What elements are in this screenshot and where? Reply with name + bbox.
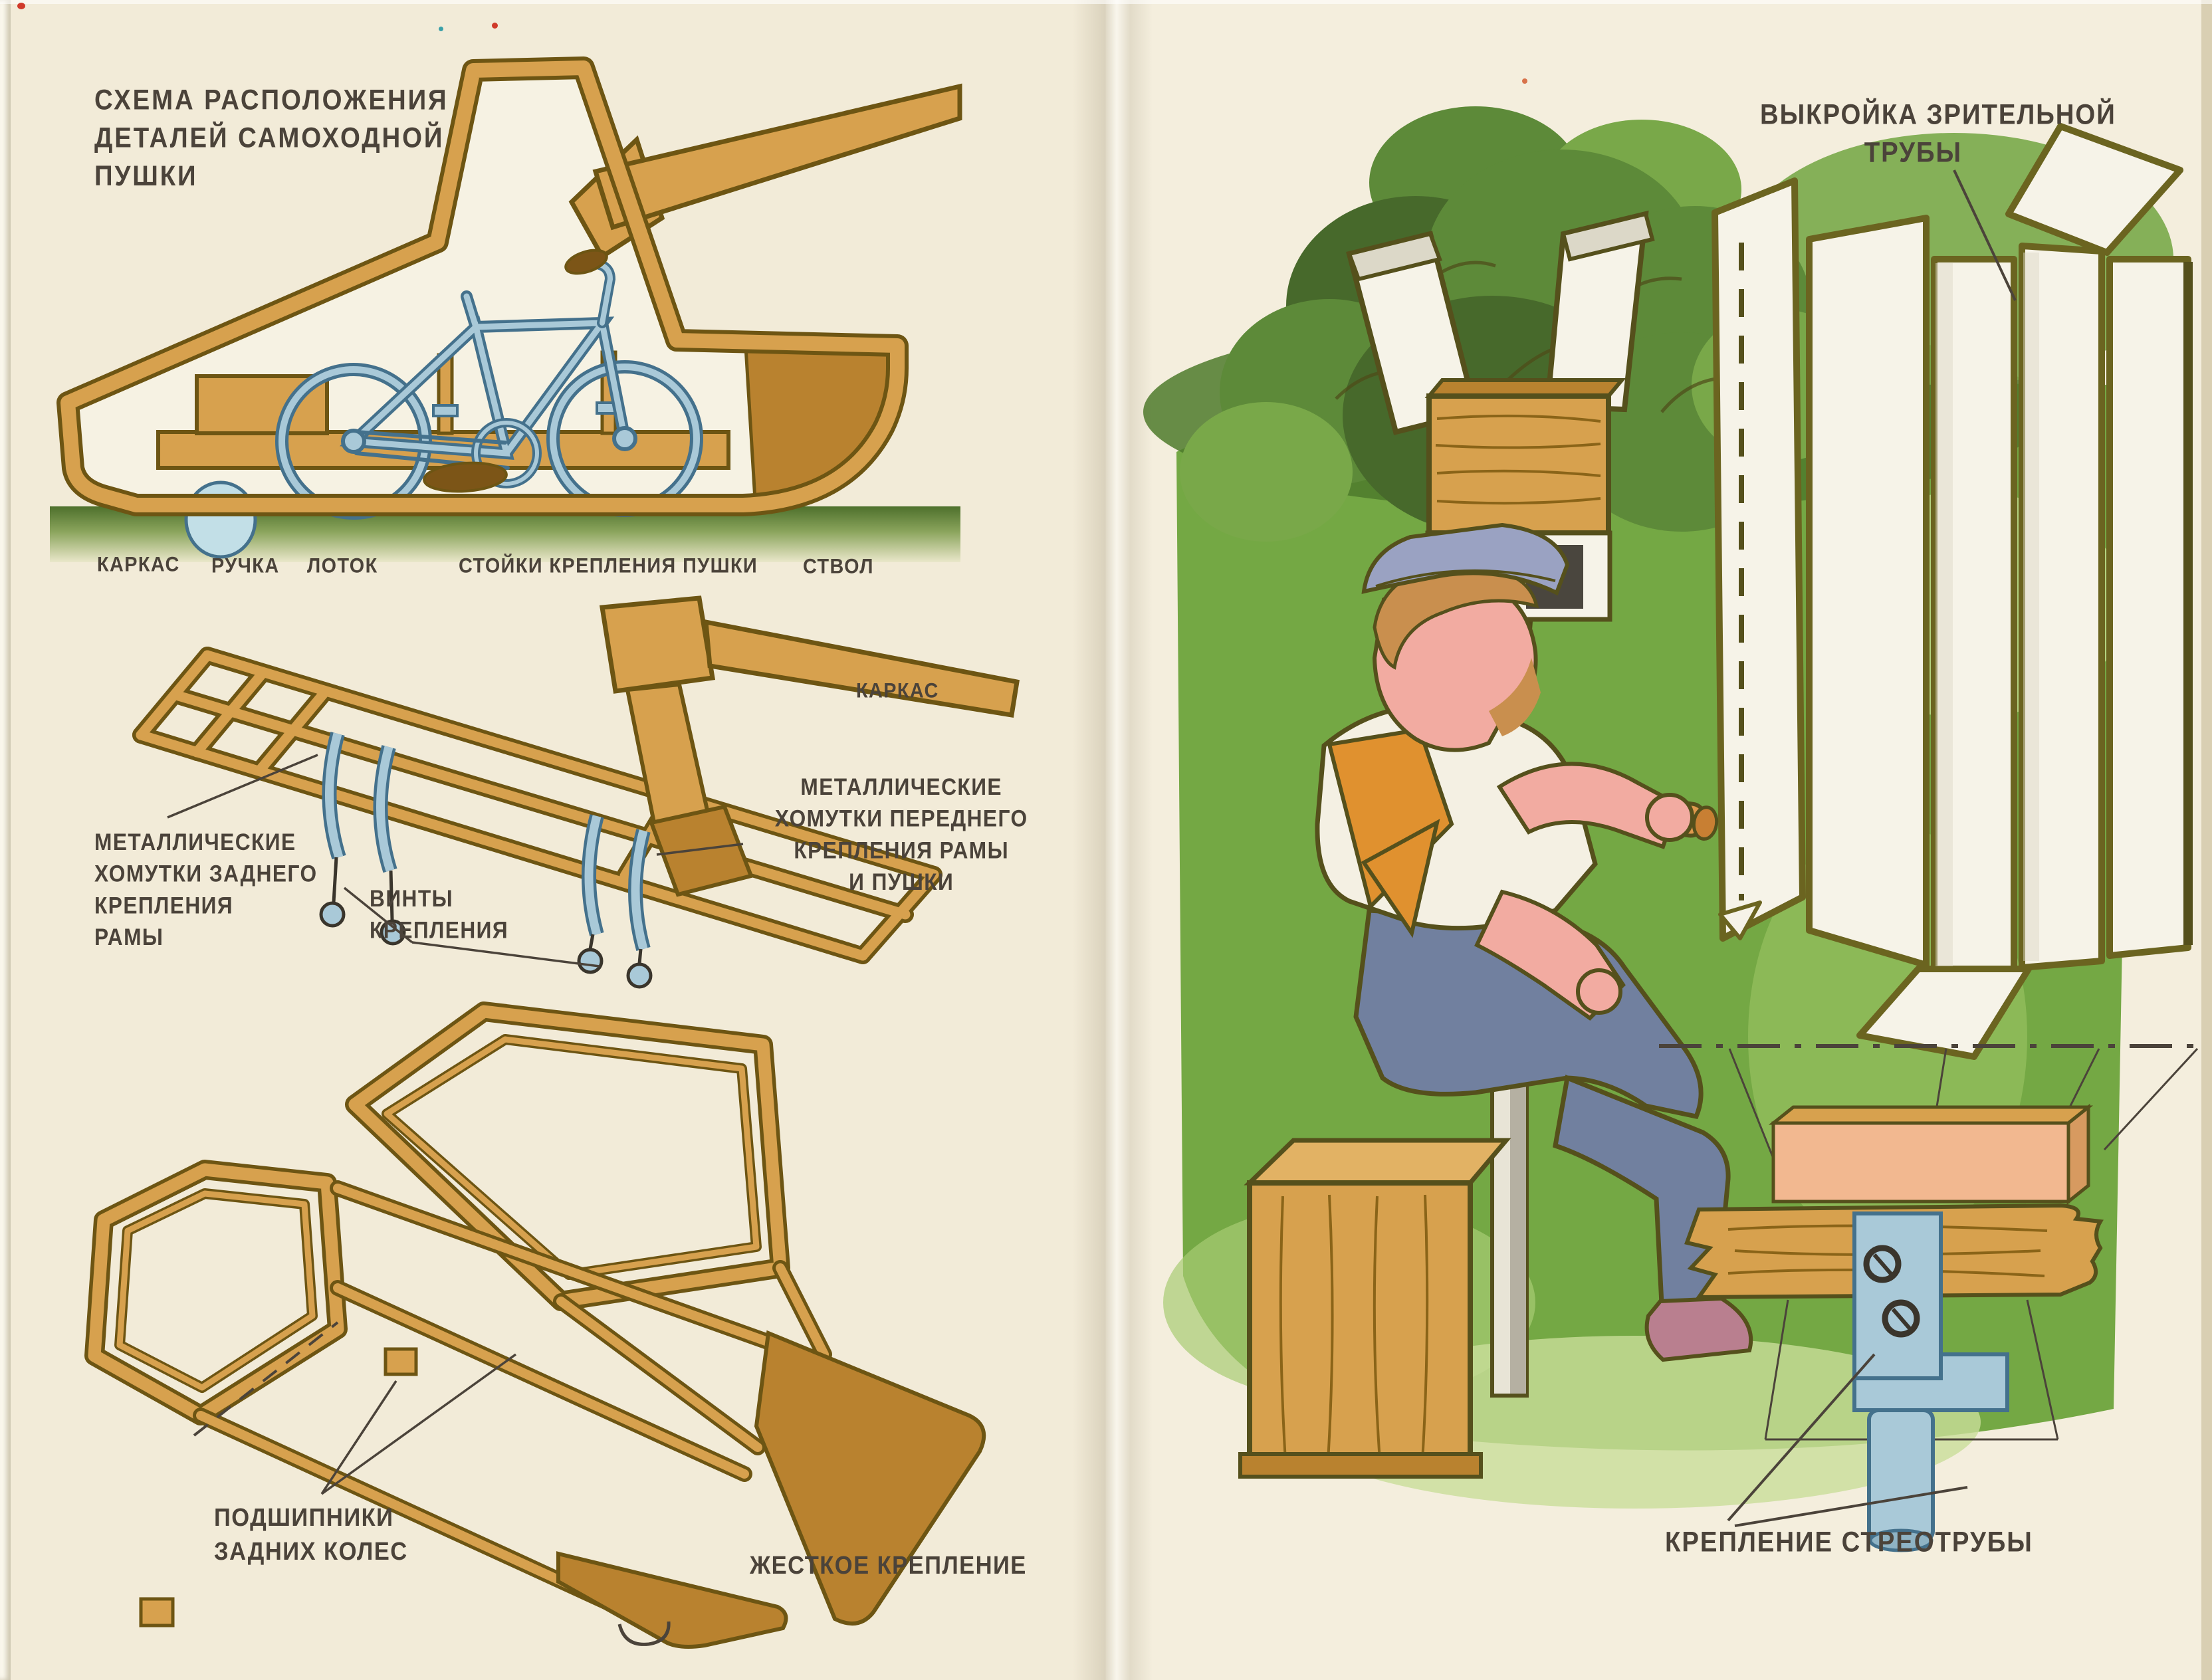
hand bbox=[1578, 970, 1620, 1013]
print-speck bbox=[1522, 78, 1527, 84]
pattern-panel bbox=[1715, 181, 1803, 938]
label-karkas: КАРКАС bbox=[856, 679, 939, 703]
title-line: ПУШКИ bbox=[94, 160, 198, 192]
label-bearings: ПОДШИПНИКИ ЗАДНИХ КОЛЕС bbox=[214, 1503, 408, 1566]
title-line: СХЕМА РАСПОЛОЖЕНИЯ bbox=[94, 84, 449, 116]
gun-barrel bbox=[596, 86, 960, 227]
tank-label-barrel: СТВОЛ bbox=[803, 555, 874, 579]
title-line: ДЕТАЛЕЙ САМОХОДНОЙ bbox=[94, 122, 445, 154]
tank-label-tray: ЛОТОК bbox=[307, 554, 378, 578]
label-screws: ВИНТЫ КРЕПЛЕНИЯ bbox=[370, 885, 509, 944]
back-plate bbox=[1773, 1107, 2088, 1202]
print-speck bbox=[492, 23, 498, 29]
print-speck bbox=[17, 3, 25, 9]
pattern-panel bbox=[2110, 259, 2188, 956]
pattern-panel bbox=[1809, 218, 1926, 965]
label-rigid-mount: ЖЕСТКОЕ КРЕПЛЕНИЕ bbox=[750, 1550, 1027, 1580]
label-pattern: ВЫКРОЙКА ЗРИТЕЛЬНОЙ ТРУБЫ bbox=[1760, 99, 2116, 169]
wooden-box-seat bbox=[1240, 1140, 1506, 1477]
page-edge bbox=[0, 0, 11, 1680]
tank-label-frame: КАРКАС bbox=[97, 553, 180, 577]
tank-label-posts: СТОЙКИ КРЕПЛЕНИЯ ПУШКИ bbox=[459, 554, 758, 578]
mount-inset-diagram bbox=[1635, 982, 2212, 1554]
page-title bbox=[94, 81, 449, 195]
front-roller bbox=[186, 482, 255, 557]
print-speck bbox=[439, 27, 443, 31]
hand bbox=[1647, 795, 1692, 840]
label-rear-clamps: МЕТАЛЛИЧЕСКИЕ ХОМУТКИ ЗАДНЕГО КРЕПЛЕНИЯ РАМЫ bbox=[94, 829, 318, 950]
page-edge bbox=[2201, 0, 2212, 1680]
label-mount: КРЕПЛЕНИЕ СТРЕОТРУБЫ bbox=[1665, 1526, 2033, 1558]
page-edge bbox=[0, 0, 2212, 4]
tank-label-handle: РУЧКА bbox=[211, 554, 280, 578]
wood-rings bbox=[94, 1011, 780, 1416]
solid-fenders bbox=[558, 1333, 984, 1647]
label-front-clamps: МЕТАЛЛИЧЕСКИЕ ХОМУТКИ ПЕРЕДНЕГО КРЕПЛЕНИЯ РАМЫ И ПУШКИ bbox=[774, 774, 1028, 895]
tube bbox=[1869, 1410, 1933, 1540]
